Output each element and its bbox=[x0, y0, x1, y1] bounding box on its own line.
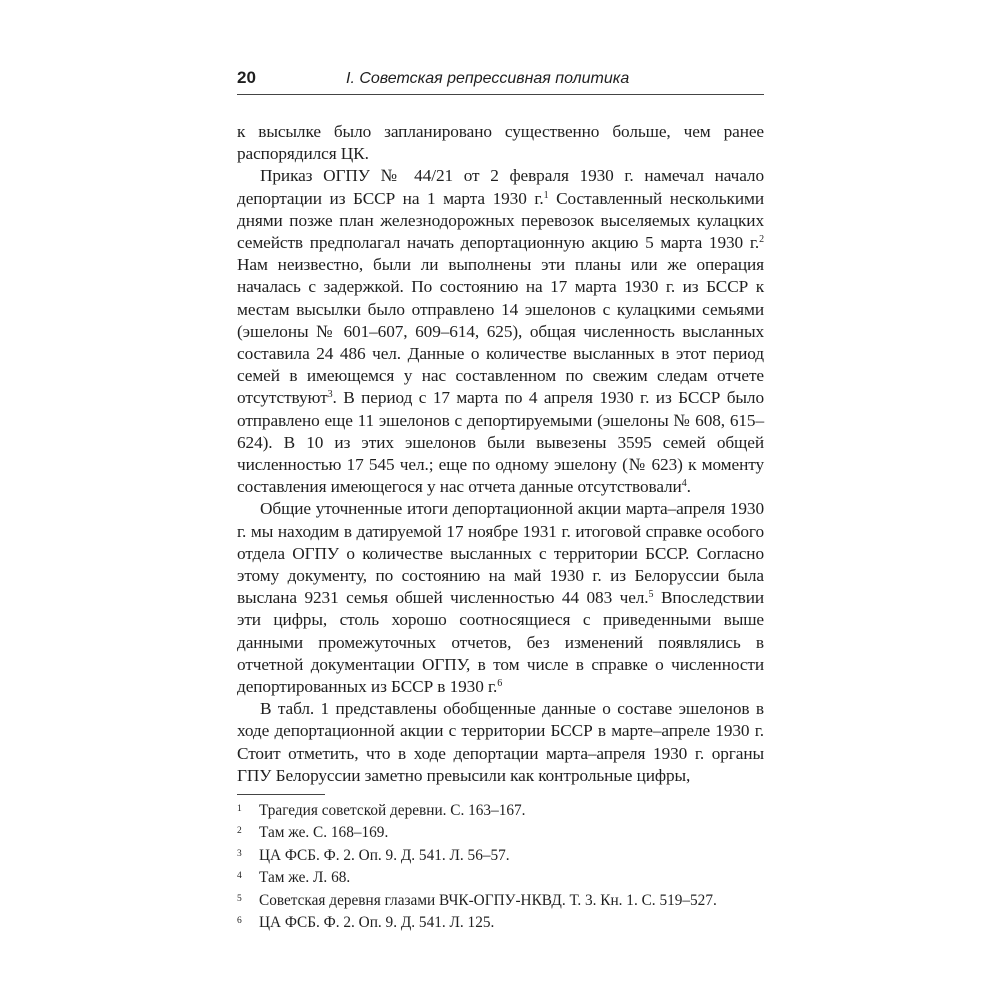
paragraph bbox=[237, 498, 764, 698]
footnote-text: ЦА ФСБ. Ф. 2. Оп. 9. Д. 541. Л. 56–57. bbox=[259, 846, 510, 864]
paragraph-continuation bbox=[237, 121, 764, 165]
text-run: Приказ ОГПУ № 44/21 от 2 февраля 1930 г. намечал начало депортации из БССР на 1 марта 1930 г. bbox=[237, 166, 764, 208]
footnote-ref: 2 bbox=[759, 234, 764, 246]
footnote-number: 4 bbox=[237, 871, 242, 882]
main-text bbox=[237, 121, 764, 787]
running-head-title: I. Советская репрессивная политика bbox=[346, 70, 630, 87]
footnote-number: 5 bbox=[237, 893, 242, 904]
footnote-ref: 4 bbox=[681, 478, 687, 490]
footnote-number: 6 bbox=[237, 915, 242, 926]
text-run: В табл. 1 представлены обобщенные данные о составе эшелонов в ходе депортационной акции с территории БССР в марте–апреле 1930 г. Стоит отметить, что в ходе депортации марта–апреля 1930 г. органы ГПУ Белоруссии заметно превысили как контрольные цифры, bbox=[237, 699, 764, 785]
text-run: Впоследствии эти цифры, столь хорошо соотносящиеся с приведенными выше данными промежуточных отчетов, без изменений появлялись в отчетной документации ОГПУ, в том числе в справке о численности депортированных из БССР в 1930 г. bbox=[237, 588, 764, 697]
page-number: 20 bbox=[237, 68, 256, 87]
footnote bbox=[237, 822, 764, 844]
footnote bbox=[237, 912, 764, 934]
text-run: . В период с 17 марта по 4 апреля 1930 г. из БССР было отправлено еще 11 эшелонов с депортируемыми (эшелоны № 608, 615–624). В 10 из этих эшелонов были вывезены 3595 семей общей численностью 17 545 чел.; еще по одному эшелону (№ 623) к моменту составления имеющегося у нас отчета данные отсутствовали bbox=[237, 388, 764, 497]
text-run: . bbox=[686, 477, 691, 497]
running-header bbox=[237, 66, 764, 95]
footnote-text: Трагедия советской деревни. С. 163–167. bbox=[259, 802, 526, 819]
footnote-ref: 6 bbox=[497, 678, 503, 690]
footnotes bbox=[237, 800, 764, 934]
footnote-ref: 3 bbox=[327, 389, 333, 401]
footnote-text: Там же. С. 168–169. bbox=[259, 824, 389, 842]
footnote-text: Советская деревня глазами ВЧК-ОГПУ-НКВД. Т. 3. Кн. 1. С. 519–527. bbox=[259, 891, 717, 909]
footnote-number: 2 bbox=[237, 826, 242, 837]
footnote-text: Там же. Л. 68. bbox=[259, 869, 351, 887]
footnote bbox=[237, 800, 764, 822]
footnote-number: 3 bbox=[237, 848, 242, 859]
footnote-number: 1 bbox=[237, 804, 242, 814]
footnote-text: ЦА ФСБ. Ф. 2. Оп. 9. Д. 541. Л. 125. bbox=[259, 913, 495, 931]
footnote bbox=[237, 890, 764, 912]
footnote-ref: 1 bbox=[543, 189, 549, 201]
paragraph bbox=[237, 698, 764, 787]
footnote bbox=[237, 845, 764, 867]
text-run: Нам неизвестно, были ли выполнены эти планы или же операция началась с задержкой. По состоянию на 17 марта 1930 г. из БССР к местам высылки было отправлено 14 эшелонов с кулацкими семьями (эшелоны № 601–607, 609–614, 625), общая численность высланных составила 24 486 чел. Данные о количестве высланных в этот период семей в имеющемся у нас составленном по свежим следам отчете отсутствуют bbox=[237, 255, 764, 408]
footnote bbox=[237, 867, 764, 889]
paragraph bbox=[237, 165, 764, 498]
footnote-ref: 5 bbox=[648, 589, 654, 601]
text-run: Составленный несколькими днями позже план железнодорожных перевозок выселяемых кулацких семейств предполагал начать депортационную акцию 5 марта 1930 г. bbox=[237, 188, 764, 253]
text-run: к высылке было запланировано существенно больше, чем ранее распорядился ЦК. bbox=[237, 122, 764, 164]
text-run: Общие уточненные итоги депортационной акции марта–апреля 1930 г. мы находим в датируемой 17 ноябре 1931 г. итоговой справке особого отдела ОГПУ о количестве высланных с территории БССР. Согласно этому документу, по состоянию на май 1930 г. из Белоруссии была выслана 9231 семья обшей численностью 44 083 чел. bbox=[237, 499, 764, 608]
footnote-separator bbox=[237, 794, 325, 795]
